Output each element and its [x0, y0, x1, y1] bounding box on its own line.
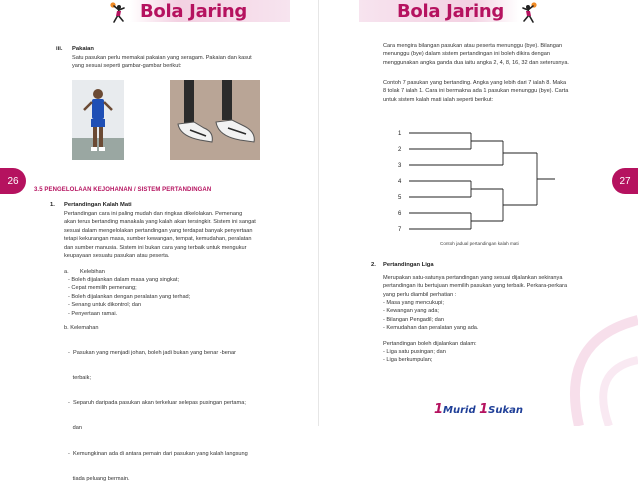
- page-number: 27: [612, 168, 638, 194]
- list-item: - Kemudahan dan peralatan yang ada.: [383, 325, 479, 332]
- list-item: - Liga berkumpulan;: [383, 357, 433, 364]
- list-item: - Pasukan yang menjadi johan, boleh jadi bukan yang benar -benar: [68, 349, 236, 356]
- netball-player-icon: [513, 2, 543, 24]
- heading-kelemahan: b. Kelemahan: [64, 325, 99, 331]
- list-item: - Kewangan yang ada;: [383, 308, 439, 315]
- item-marker: iii.: [56, 46, 63, 52]
- header-title: Bola Jaring: [397, 1, 504, 22]
- bracket-number: 1: [398, 131, 402, 137]
- left-page: [0, 0, 319, 482]
- bracket-caption: Contoh jadual pertandingan kalah mati: [440, 241, 519, 246]
- knockout-bracket-diagram: [379, 125, 559, 239]
- section-title: 3.5 PENGELOLAAN KEJOHANAN / SISTEM PERTANDINGAN: [34, 187, 212, 193]
- player-uniform-photo: [72, 80, 124, 160]
- section-heading-pakaian: Pakaian: [72, 46, 94, 52]
- kelebihan-list: [68, 276, 298, 318]
- list-item: - Penyertaan ramai.: [68, 310, 118, 317]
- page-number: 26: [0, 168, 26, 194]
- bracket-number: 2: [398, 147, 402, 153]
- bracket-number: 7: [398, 227, 402, 233]
- uniform-illustration: [72, 80, 124, 160]
- liga-text: Merupakan satu-satunya pertandingan yang sesuai dijalankan sekiranya pertandingan itu bertujuan memilih pasukan yang terbaik. Perkara-perkara yang perlu diambil perhatian :: [383, 275, 568, 298]
- liga-note-list: [383, 348, 446, 365]
- heading-kelebihan: Kelebihan: [80, 269, 105, 275]
- item-marker: a.: [64, 269, 69, 275]
- list-item: - Kemungkinan ada di antara pemain dari pasukan yang kalah langsung: [68, 450, 248, 457]
- list-item: - Cepat memilih pemenang;: [68, 285, 137, 292]
- bracket-number: 4: [398, 179, 402, 185]
- list-item: - Boleh dijalankan dengan peralatan yang terhad;: [68, 293, 191, 300]
- bracket-number: 3: [398, 163, 402, 169]
- kalah-mati-text: Pertandingan cara ini paling mudah dan ringkas dikelolakan. Pemenang akan terus bertanding manakala yang kalah akan tersingkir. Sistem ini sangat sesuai dalam mengelolakan pertandingan yang terdapat banyak penyertaan tetapi kekurangan masa, sumber kewangan, tempat, kemudahan, peralatan dan sumber manusia. Sistem ini bukan cara yang terbaik untuk mengukur keupayaan sesuatu pasukan atau peserta.: [64, 211, 256, 260]
- decorative-swirl: [519, 300, 638, 426]
- header-title: Bola Jaring: [140, 1, 247, 22]
- list-item: dan: [68, 425, 82, 432]
- list-item: terbaik;: [68, 375, 92, 382]
- netball-player-icon: [104, 2, 134, 24]
- list-item: - Separuh daripada pasukan akan terkeluar selepas pusingan pertama;: [68, 400, 246, 407]
- bye-intro-text: Cara mengira bilangan pasukan atau peserta menunggu (bye). Bilangan menunggu (bye) dalam sistem pertandingan ini boleh dikira dengan menggunakan angka ganda dua iaitu angka 2, 4, 8, 16, 32 dan seterusnya.: [383, 43, 569, 66]
- item-marker: 2.: [371, 262, 376, 268]
- list-item: - Bilangan Pengadil; dan: [383, 316, 444, 323]
- bracket-number: 6: [398, 211, 402, 217]
- shoes-illustration: [170, 80, 260, 160]
- 1murid-1sukan-logo: 1Murid 1Sukan: [434, 402, 524, 417]
- item-marker: 1.: [50, 202, 55, 208]
- heading-liga: Pertandingan Liga: [383, 262, 434, 268]
- pakaian-text: Satu pasukan perlu memakai pakaian yang seragam. Pakaian dan kasut yang sesuai seperti gambar-gambar berikut:: [72, 55, 252, 70]
- list-item: - Masa yang mencukupi;: [383, 300, 444, 306]
- shoes-photo: [170, 80, 260, 160]
- bracket-number: 5: [398, 195, 402, 201]
- list-item: tiada peluang bermain.: [68, 475, 130, 482]
- bracket-labels: [398, 131, 402, 233]
- bye-example-text: Contoh 7 pasukan yang bertanding. Angka yang lebih dari 7 ialah 8. Maka 8 tolak 7 ialah 1. Cara ini bermakna ada 1 pasukan menunggu (bye). Carta untuk sistem kalah mati ialah seperti berikut:: [383, 80, 569, 103]
- liga-note: Pertandingan boleh dijalankan dalam:: [383, 341, 477, 347]
- heading-kalah-mati: Pertandingan Kalah Mati: [64, 202, 132, 208]
- bracket-lines: [409, 133, 555, 229]
- list-item: - Boleh dijalankan dalam masa yang singkat;: [68, 277, 180, 283]
- right-page: [319, 0, 638, 426]
- kelemahan-list: [68, 332, 298, 500]
- list-item: - Liga satu pusingan; dan: [383, 349, 446, 355]
- list-item: - Senang untuk dikontrol; dan: [68, 302, 142, 309]
